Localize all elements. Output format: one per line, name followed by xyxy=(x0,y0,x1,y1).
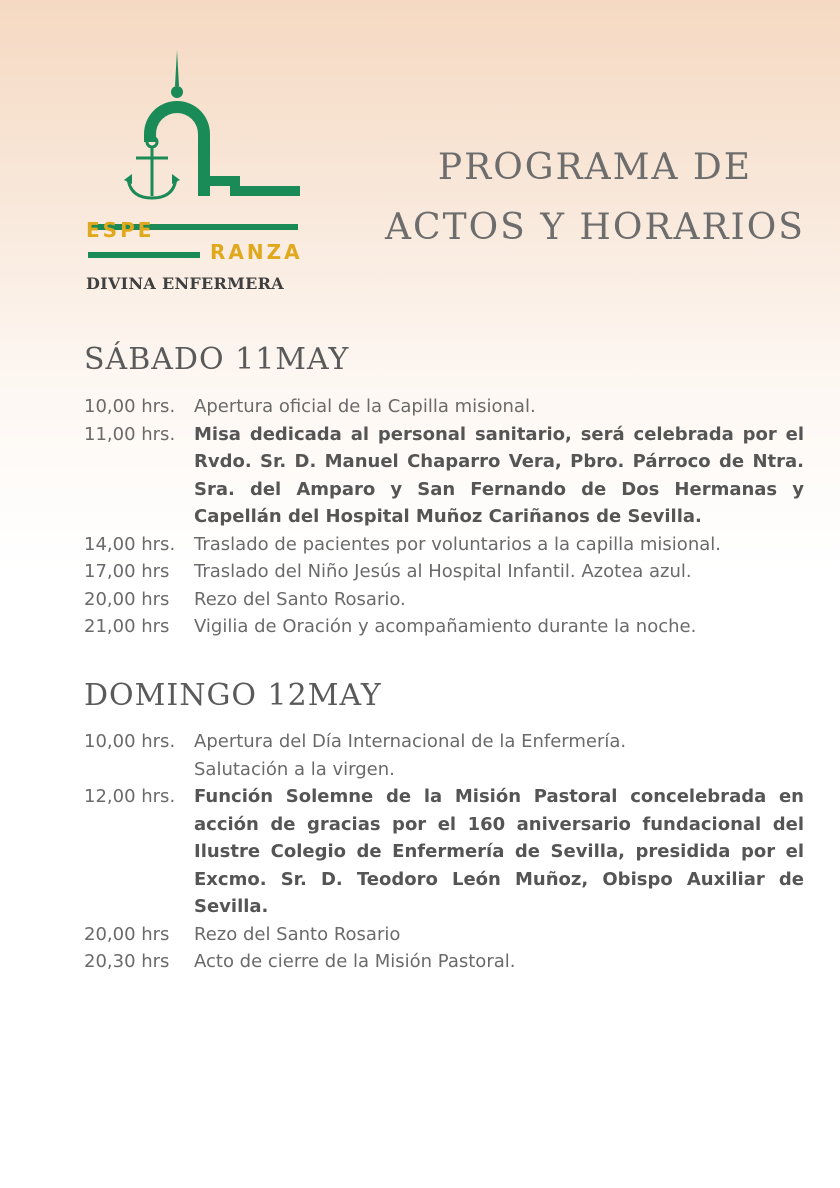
event-line: Salutación a la virgen. xyxy=(194,758,395,780)
event-item xyxy=(84,558,804,586)
event-line: Apertura del Día Internacional de la Enfermería. xyxy=(194,731,627,752)
event-line: Traslado de pacientes por voluntarios a la capilla misional. xyxy=(194,533,721,555)
logo-subtitle: DIVINA ENFERMERA xyxy=(86,274,284,293)
event-description xyxy=(194,586,804,614)
event-item xyxy=(84,613,804,641)
event-time: 12,00 hrs. xyxy=(84,786,176,807)
event-time: 10,00 hrs. xyxy=(84,731,176,752)
event-line: Vigilia de Oración y acompañamiento durante la noche. xyxy=(194,616,697,637)
event-description xyxy=(194,613,804,641)
event-line: Rezo del Santo Rosario. xyxy=(194,588,406,610)
event-item xyxy=(84,921,804,949)
event-time: 10,00 hrs. xyxy=(84,396,176,417)
event-line: Traslado del Niño Jesús al Hospital Infantil. Azotea azul. xyxy=(194,561,692,582)
event-item xyxy=(84,393,804,421)
event-line: Misa dedicada al personal sanitario, será celebrada por el Rvdo. Sr. D. Manuel Chaparro Vera, Pbro. Párroco de Ntra. Sra. del Amparo y San Fernando de Dos Hermanas y Capellán del Hospital Muñoz Cariñanos de Sevilla. xyxy=(194,423,804,527)
event-item xyxy=(84,728,804,783)
day-heading-sunday: DOMINGO 12MAY xyxy=(84,678,382,713)
sunday-events-list xyxy=(84,728,804,976)
event-description xyxy=(194,393,804,421)
event-time: 11,00 hrs. xyxy=(84,423,176,445)
event-time: 14,00 hrs. xyxy=(84,533,176,555)
event-description xyxy=(194,558,804,586)
event-time: 20,30 hrs xyxy=(84,951,170,972)
event-line: Rezo del Santo Rosario xyxy=(194,923,401,945)
logo-word-ranza: RANZA xyxy=(210,240,303,264)
day-heading-saturday: SÁBADO 11MAY xyxy=(84,342,350,377)
event-time: 17,00 hrs xyxy=(84,561,170,582)
event-item xyxy=(84,783,804,921)
event-line: Acto de cierre de la Misión Pastoral. xyxy=(194,951,516,972)
esperanza-logo xyxy=(80,46,310,296)
title-line-2: ACTOS Y HORARIOS xyxy=(385,207,805,248)
event-line: Apertura oficial de la Capilla misional. xyxy=(194,396,536,417)
event-item xyxy=(84,948,804,976)
event-time: 20,00 hrs xyxy=(84,923,170,945)
event-description xyxy=(194,783,804,921)
page-title xyxy=(370,138,820,258)
event-time: 21,00 hrs xyxy=(84,616,170,637)
event-time: 20,00 hrs xyxy=(84,588,170,610)
saturday-events-list xyxy=(84,393,804,641)
event-description xyxy=(194,921,804,949)
event-description xyxy=(194,531,804,559)
event-description xyxy=(194,728,804,783)
title-line-1: PROGRAMA DE xyxy=(437,147,753,188)
event-item xyxy=(84,421,804,531)
event-description xyxy=(194,421,804,531)
event-description xyxy=(194,948,804,976)
logo-word-espe: ESPE xyxy=(86,218,155,242)
event-line: Función Solemne de la Misión Pastoral concelebrada en acción de gracias por el 160 aniversario fundacional del Ilustre Colegio de Enfermería de Sevilla, presidida por el Excmo. Sr. D. Teodoro León Muñoz, Obispo Auxiliar de Sevilla. xyxy=(194,786,804,917)
event-item xyxy=(84,531,804,559)
event-item xyxy=(84,586,804,614)
